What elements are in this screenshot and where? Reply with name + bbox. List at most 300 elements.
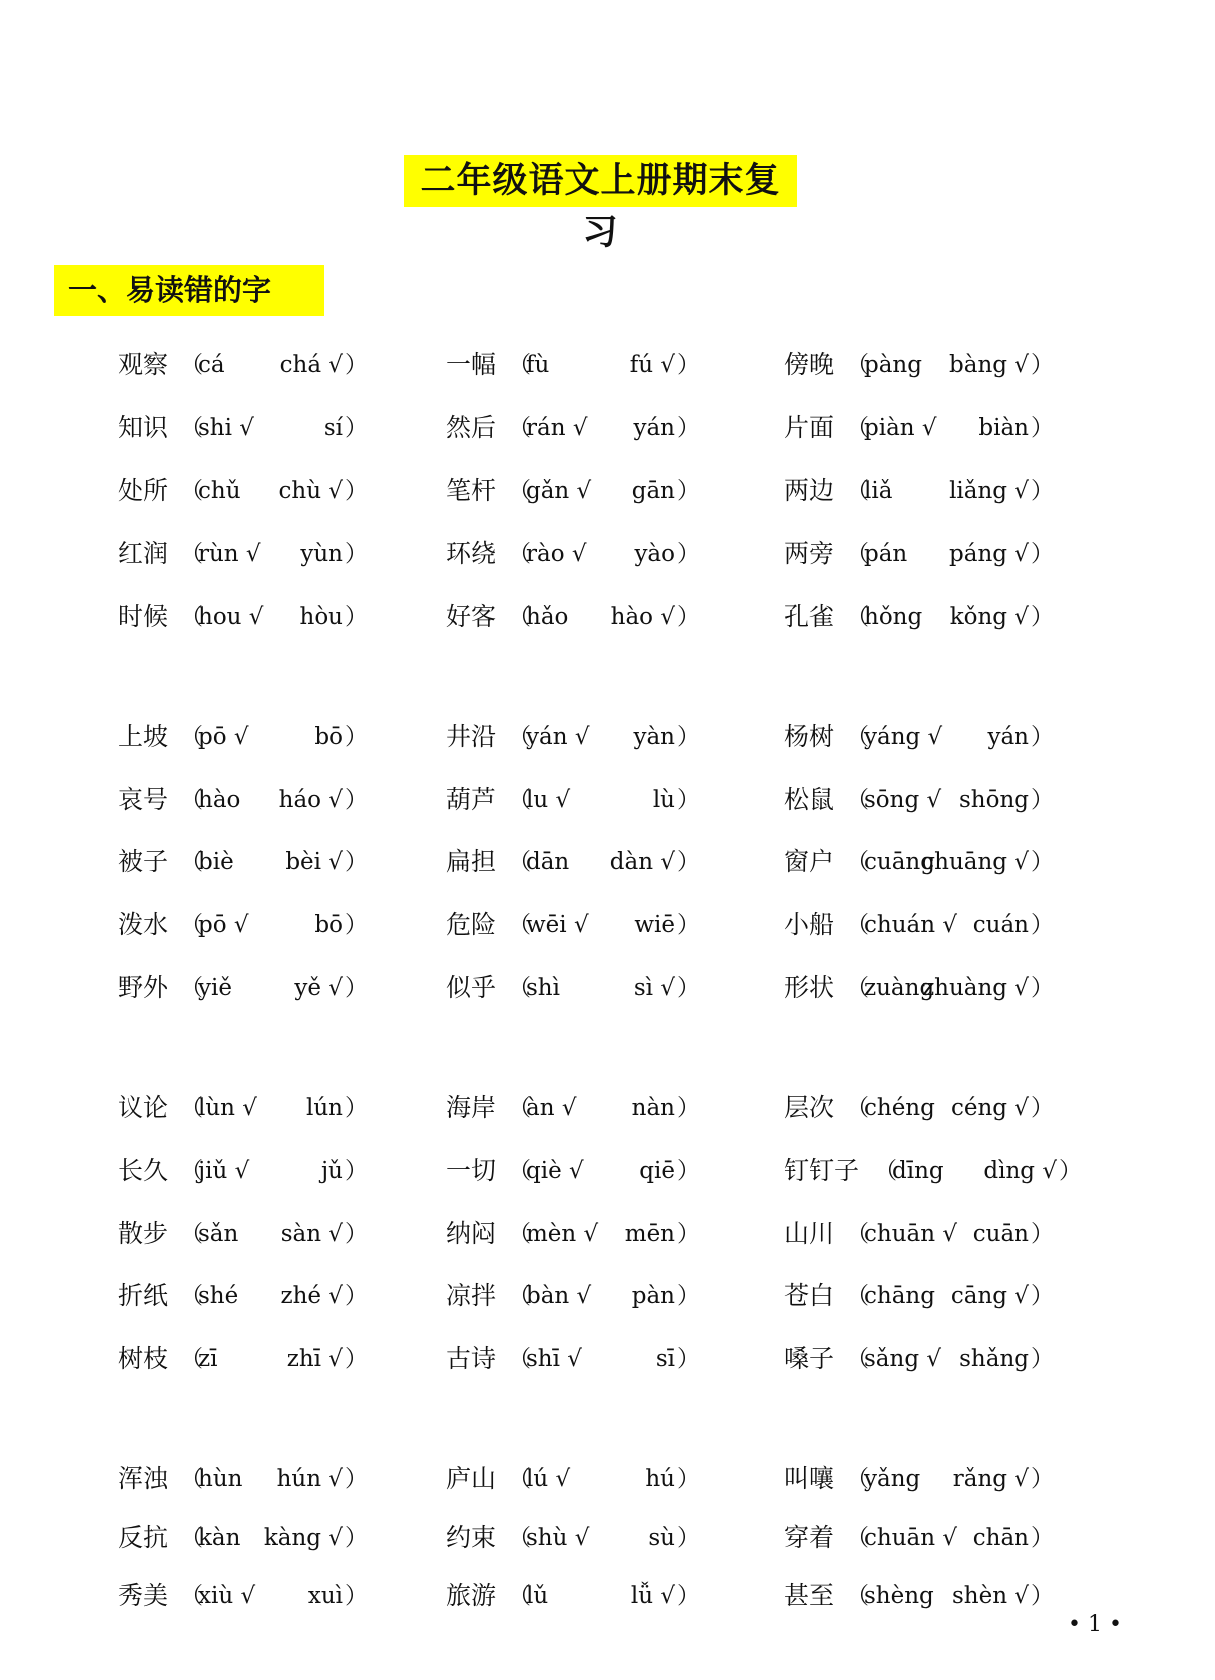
list-item <box>784 1459 1054 1499</box>
close-paren: ） <box>345 1583 368 1609</box>
word: 反抗 <box>118 1523 169 1552</box>
pinyin-option-1: cá <box>198 352 225 378</box>
open-paren: （ <box>180 352 203 378</box>
list-item <box>118 717 368 757</box>
word: 红润 <box>118 539 169 568</box>
pinyin-option-2: céng √ <box>951 1095 1029 1121</box>
pinyin-option-1: fù <box>526 352 550 378</box>
open-paren: （ <box>508 849 531 875</box>
pinyin-option-1: biè <box>198 849 234 875</box>
word: 环绕 <box>446 539 497 568</box>
word: 井沿 <box>446 722 497 751</box>
open-paren: （ <box>508 724 531 750</box>
word: 折纸 <box>118 1281 169 1310</box>
list-item <box>446 780 700 820</box>
close-paren: ） <box>345 975 368 1001</box>
pinyin-option-2: yàn <box>633 724 675 750</box>
pinyin-option-1: hou √ <box>198 604 264 630</box>
list-item <box>446 471 700 511</box>
pinyin-option-2: sī <box>655 1346 675 1372</box>
open-paren: （ <box>180 1466 203 1492</box>
open-paren: （ <box>180 1283 203 1309</box>
pinyin-option-2: yán <box>987 724 1029 750</box>
word: 叫嚷 <box>784 1464 835 1493</box>
word: 两旁 <box>784 539 835 568</box>
word: 穿着 <box>784 1523 835 1552</box>
word: 庐山 <box>446 1464 497 1493</box>
open-paren: （ <box>180 849 203 875</box>
word: 窗户 <box>784 847 835 876</box>
pinyin-option-2: hòu <box>299 604 343 630</box>
open-paren: （ <box>508 975 531 1001</box>
pinyin-option-1: dān <box>526 849 570 875</box>
pinyin-option-1: yǎng <box>864 1466 921 1492</box>
close-paren: ） <box>345 1346 368 1372</box>
pinyin-option-1: xiù √ <box>198 1583 256 1609</box>
close-paren: ） <box>677 1283 700 1309</box>
page-number: • 1 • <box>1068 1612 1122 1637</box>
word: 树枝 <box>118 1344 169 1373</box>
pinyin-option-1: chéng <box>864 1095 935 1121</box>
open-paren: （ <box>180 1583 203 1609</box>
pinyin-option-2: dàn √ <box>609 849 675 875</box>
word: 钉钉子 <box>784 1156 860 1185</box>
open-paren: （ <box>180 724 203 750</box>
pinyin-option-1: lu √ <box>526 787 571 813</box>
pinyin-option-2: kǒng √ <box>949 604 1029 630</box>
list-item <box>446 534 700 574</box>
pinyin-option-2: sàn √ <box>280 1221 343 1247</box>
pinyin-option-1: shi √ <box>198 415 254 441</box>
close-paren: ） <box>1031 1095 1054 1121</box>
pinyin-option-1: sǎng √ <box>864 1346 942 1372</box>
list-item <box>446 1339 700 1379</box>
close-paren: ） <box>1031 1466 1054 1492</box>
pinyin-option-2: hào √ <box>610 604 675 630</box>
pinyin-option-1: shī √ <box>526 1346 582 1372</box>
pinyin-option-1: shù √ <box>526 1525 590 1551</box>
close-paren: ） <box>1031 849 1054 875</box>
list-item <box>118 471 368 511</box>
pinyin-option-2: shèn √ <box>951 1583 1029 1609</box>
close-paren: ） <box>345 849 368 875</box>
open-paren: （ <box>180 975 203 1001</box>
close-paren: ） <box>1031 787 1054 813</box>
close-paren: ） <box>677 1525 700 1551</box>
close-paren: ） <box>1031 415 1054 441</box>
list-item <box>784 780 1054 820</box>
list-item <box>446 717 700 757</box>
open-paren: （ <box>846 849 869 875</box>
pinyin-option-2: pàn <box>631 1283 675 1309</box>
pinyin-option-1: shèng <box>864 1583 934 1609</box>
word: 古诗 <box>446 1344 497 1373</box>
close-paren: ） <box>345 478 368 504</box>
pinyin-option-2: sì √ <box>633 975 675 1001</box>
close-paren: ） <box>345 787 368 813</box>
page-title: 二年级语文上册期末复习 <box>404 155 797 207</box>
pinyin-option-2: zhī √ <box>286 1346 343 1372</box>
pinyin-option-1: pō √ <box>198 912 249 938</box>
close-paren: ） <box>345 541 368 567</box>
open-paren: （ <box>846 975 869 1001</box>
list-item <box>118 905 368 945</box>
pinyin-option-2: mēn <box>624 1221 675 1247</box>
close-paren: ） <box>1031 352 1054 378</box>
open-paren: （ <box>846 604 869 630</box>
list-item <box>784 1151 1082 1191</box>
word: 泼水 <box>118 910 169 939</box>
pinyin-option-2: fú √ <box>629 352 675 378</box>
close-paren: ） <box>1031 1221 1054 1247</box>
pinyin-option-1: bàn √ <box>526 1283 592 1309</box>
open-paren: （ <box>508 1158 531 1184</box>
pinyin-option-2: kàng √ <box>263 1525 343 1551</box>
list-item <box>446 1151 700 1191</box>
open-paren: （ <box>846 541 869 567</box>
word: 片面 <box>784 413 835 442</box>
list-item <box>784 1276 1054 1316</box>
word: 旅游 <box>446 1581 497 1610</box>
open-paren: （ <box>508 1095 531 1121</box>
open-paren: （ <box>508 1525 531 1551</box>
list-item <box>784 1088 1054 1128</box>
pinyin-option-1: chǔ <box>198 478 241 504</box>
list-item <box>118 1151 368 1191</box>
list-item <box>446 1576 700 1616</box>
close-paren: ） <box>677 478 700 504</box>
close-paren: ） <box>1031 604 1054 630</box>
pinyin-option-1: chuān √ <box>864 1221 957 1247</box>
pinyin-option-2: jǔ <box>321 1158 343 1184</box>
list-item <box>446 345 700 385</box>
open-paren: （ <box>180 1221 203 1247</box>
close-paren: ） <box>677 1158 700 1184</box>
word: 野外 <box>118 973 169 1002</box>
pinyin-option-2: lù <box>652 787 675 813</box>
pinyin-option-1: liǎ <box>864 478 893 504</box>
pinyin-option-1: gǎn √ <box>526 478 592 504</box>
close-paren: ） <box>677 352 700 378</box>
list-item <box>784 1576 1054 1616</box>
close-paren: ） <box>1031 912 1054 938</box>
list-item <box>784 905 1054 945</box>
open-paren: （ <box>846 1466 869 1492</box>
list-item <box>784 842 1054 882</box>
close-paren: ） <box>1031 724 1054 750</box>
word: 凉拌 <box>446 1281 497 1310</box>
close-paren: ） <box>677 1221 700 1247</box>
pinyin-option-1: lǔ <box>526 1583 549 1609</box>
pinyin-option-2: shōng <box>959 787 1029 813</box>
close-paren: ） <box>345 1158 368 1184</box>
pinyin-option-1: chuán √ <box>864 912 957 938</box>
open-paren: （ <box>508 787 531 813</box>
pinyin-option-2: rǎng √ <box>952 1466 1029 1492</box>
close-paren: ） <box>1031 1346 1054 1372</box>
word: 哀号 <box>118 785 169 814</box>
close-paren: ） <box>1031 1283 1054 1309</box>
close-paren: ） <box>1031 975 1054 1001</box>
close-paren: ） <box>677 975 700 1001</box>
pinyin-option-1: pán <box>864 541 908 567</box>
open-paren: （ <box>846 1221 869 1247</box>
word: 被子 <box>118 847 169 876</box>
close-paren: ） <box>345 1221 368 1247</box>
pinyin-option-1: rán √ <box>526 415 588 441</box>
open-paren: （ <box>846 912 869 938</box>
pinyin-option-2: bèi √ <box>285 849 343 875</box>
list-item <box>446 597 700 637</box>
word: 山川 <box>784 1219 835 1248</box>
open-paren: （ <box>180 478 203 504</box>
pinyin-option-1: hǒng <box>864 604 923 630</box>
pinyin-option-1: lùn √ <box>198 1095 257 1121</box>
close-paren: ） <box>345 1466 368 1492</box>
open-paren: （ <box>508 1466 531 1492</box>
list-item <box>118 1088 368 1128</box>
open-paren: （ <box>846 1583 869 1609</box>
pinyin-option-1: zuàng <box>864 975 935 1001</box>
word: 好客 <box>446 602 497 631</box>
pinyin-option-1: pàng <box>864 352 922 378</box>
close-paren: ） <box>677 1583 700 1609</box>
pinyin-option-2: bō <box>314 912 343 938</box>
word: 散步 <box>118 1219 169 1248</box>
open-paren: （ <box>180 787 203 813</box>
open-paren: （ <box>508 478 531 504</box>
close-paren: ） <box>677 724 700 750</box>
word: 约束 <box>446 1523 497 1552</box>
list-item <box>784 968 1054 1008</box>
pinyin-option-1: dīng <box>892 1158 944 1184</box>
pinyin-option-1: àn √ <box>526 1095 577 1121</box>
word: 层次 <box>784 1093 835 1122</box>
close-paren: ） <box>345 1525 368 1551</box>
word: 孔雀 <box>784 602 835 631</box>
pinyin-option-1: yiě <box>198 975 232 1001</box>
pinyin-option-1: wēi √ <box>526 912 589 938</box>
close-paren: ） <box>677 1346 700 1372</box>
word: 扁担 <box>446 847 497 876</box>
list-item <box>784 471 1054 511</box>
open-paren: （ <box>508 1283 531 1309</box>
pinyin-option-1: kàn <box>198 1525 241 1551</box>
word: 议论 <box>118 1093 169 1122</box>
list-item <box>446 408 700 448</box>
list-item <box>784 1339 1054 1379</box>
close-paren: ） <box>1059 1158 1082 1184</box>
list-item <box>446 905 700 945</box>
word: 杨树 <box>784 722 835 751</box>
word: 观察 <box>118 350 169 379</box>
open-paren: （ <box>874 1158 897 1184</box>
pinyin-option-2: zhuàng √ <box>922 975 1029 1001</box>
pinyin-option-2: páng √ <box>949 541 1029 567</box>
close-paren: ） <box>677 541 700 567</box>
pinyin-option-1: chāng <box>864 1283 935 1309</box>
word: 笔杆 <box>446 476 497 505</box>
pinyin-option-2: hún √ <box>276 1466 343 1492</box>
word: 傍晚 <box>784 350 835 379</box>
close-paren: ） <box>1031 1525 1054 1551</box>
open-paren: （ <box>846 415 869 441</box>
word: 长久 <box>118 1156 169 1185</box>
open-paren: （ <box>180 604 203 630</box>
open-paren: （ <box>846 1525 869 1551</box>
close-paren: ） <box>677 912 700 938</box>
pinyin-option-2: cuān <box>972 1221 1029 1247</box>
pinyin-option-2: hú <box>645 1466 675 1492</box>
open-paren: （ <box>508 352 531 378</box>
close-paren: ） <box>1031 541 1054 567</box>
list-item <box>118 1459 368 1499</box>
word: 处所 <box>118 476 169 505</box>
list-item <box>446 1214 700 1254</box>
pinyin-option-1: rùn √ <box>198 541 261 567</box>
open-paren: （ <box>846 352 869 378</box>
list-item <box>118 1339 368 1379</box>
pinyin-option-1: chuān √ <box>864 1525 957 1551</box>
open-paren: （ <box>508 604 531 630</box>
word: 纳闷 <box>446 1219 497 1248</box>
pinyin-option-2: chuāng √ <box>921 849 1029 875</box>
pinyin-option-1: yán √ <box>526 724 590 750</box>
open-paren: （ <box>180 1525 203 1551</box>
pinyin-option-2: yùn <box>300 541 343 567</box>
list-item <box>784 597 1054 637</box>
list-item <box>446 1276 700 1316</box>
list-item <box>446 1459 700 1499</box>
pinyin-option-2: yào <box>634 541 675 567</box>
list-item <box>118 534 368 574</box>
close-paren: ） <box>677 849 700 875</box>
open-paren: （ <box>180 415 203 441</box>
list-item <box>446 842 700 882</box>
pinyin-option-2: bàng √ <box>949 352 1029 378</box>
close-paren: ） <box>677 415 700 441</box>
close-paren: ） <box>345 1283 368 1309</box>
open-paren: （ <box>508 541 531 567</box>
close-paren: ） <box>677 787 700 813</box>
pinyin-option-2: lǚ √ <box>630 1583 675 1609</box>
word: 一幅 <box>446 350 497 379</box>
pinyin-option-1: lú √ <box>526 1466 571 1492</box>
pinyin-option-1: zī <box>198 1346 218 1372</box>
pinyin-option-2: sí <box>323 415 343 441</box>
list-item <box>118 1276 368 1316</box>
pinyin-option-2: cuán <box>972 912 1029 938</box>
list-item <box>446 968 700 1008</box>
pinyin-option-2: yán <box>633 415 675 441</box>
pinyin-option-2: háo √ <box>278 787 343 813</box>
word: 两边 <box>784 476 835 505</box>
list-item <box>118 1214 368 1254</box>
pinyin-option-2: qiē <box>639 1158 675 1184</box>
open-paren: （ <box>180 1095 203 1121</box>
open-paren: （ <box>846 1346 869 1372</box>
pinyin-option-1: sōng √ <box>864 787 942 813</box>
close-paren: ） <box>345 415 368 441</box>
close-paren: ） <box>345 1095 368 1121</box>
list-item <box>118 842 368 882</box>
word: 危险 <box>446 910 497 939</box>
open-paren: （ <box>180 912 203 938</box>
list-item <box>118 1576 368 1616</box>
pinyin-option-1: hào <box>198 787 241 813</box>
list-item <box>118 780 368 820</box>
pinyin-option-1: piàn √ <box>864 415 937 441</box>
pinyin-option-2: dìng √ <box>983 1158 1057 1184</box>
pinyin-option-2: chān <box>972 1525 1029 1551</box>
open-paren: （ <box>508 1221 531 1247</box>
word: 秀美 <box>118 1581 169 1610</box>
list-item <box>118 968 368 1008</box>
open-paren: （ <box>180 1346 203 1372</box>
open-paren: （ <box>180 541 203 567</box>
list-item <box>784 1214 1054 1254</box>
pinyin-option-2: cāng √ <box>950 1283 1029 1309</box>
close-paren: ） <box>677 1466 700 1492</box>
list-item <box>784 345 1054 385</box>
pinyin-option-2: sù <box>648 1525 675 1551</box>
pinyin-option-1: jiǔ √ <box>198 1158 250 1184</box>
close-paren: ） <box>345 352 368 378</box>
pinyin-option-1: shì <box>526 975 560 1001</box>
pinyin-option-1: mèn √ <box>526 1221 599 1247</box>
close-paren: ） <box>677 1095 700 1121</box>
word: 似乎 <box>446 973 497 1002</box>
list-item <box>118 1518 368 1558</box>
pinyin-option-1: shé <box>198 1283 239 1309</box>
pinyin-option-2: liǎng √ <box>949 478 1029 504</box>
open-paren: （ <box>508 415 531 441</box>
word: 浑浊 <box>118 1464 169 1493</box>
close-paren: ） <box>345 724 368 750</box>
list-item <box>784 408 1054 448</box>
pinyin-option-2: chá √ <box>279 352 343 378</box>
list-item <box>784 717 1054 757</box>
word: 一切 <box>446 1156 497 1185</box>
open-paren: （ <box>180 1158 203 1184</box>
pinyin-option-2: wiē <box>634 912 675 938</box>
word: 葫芦 <box>446 785 497 814</box>
list-item <box>118 345 368 385</box>
close-paren: ） <box>1031 478 1054 504</box>
pinyin-option-2: shǎng <box>959 1346 1029 1372</box>
pinyin-option-2: yě √ <box>294 975 343 1001</box>
word: 嗓子 <box>784 1344 835 1373</box>
word: 甚至 <box>784 1581 835 1610</box>
list-item <box>118 408 368 448</box>
list-item <box>446 1088 700 1128</box>
pinyin-option-1: hǎo <box>526 604 569 630</box>
pinyin-option-1: yáng √ <box>864 724 943 750</box>
open-paren: （ <box>846 787 869 813</box>
list-item <box>784 1518 1054 1558</box>
word: 海岸 <box>446 1093 497 1122</box>
pinyin-option-2: gān <box>631 478 675 504</box>
open-paren: （ <box>508 1346 531 1372</box>
list-item <box>446 1518 700 1558</box>
word: 知识 <box>118 413 169 442</box>
pinyin-option-1: cuāng <box>864 849 935 875</box>
pinyin-option-1: hùn <box>198 1466 243 1492</box>
open-paren: （ <box>508 1583 531 1609</box>
pinyin-option-2: lún <box>306 1095 343 1121</box>
word: 上坡 <box>118 722 169 751</box>
open-paren: （ <box>846 1283 869 1309</box>
